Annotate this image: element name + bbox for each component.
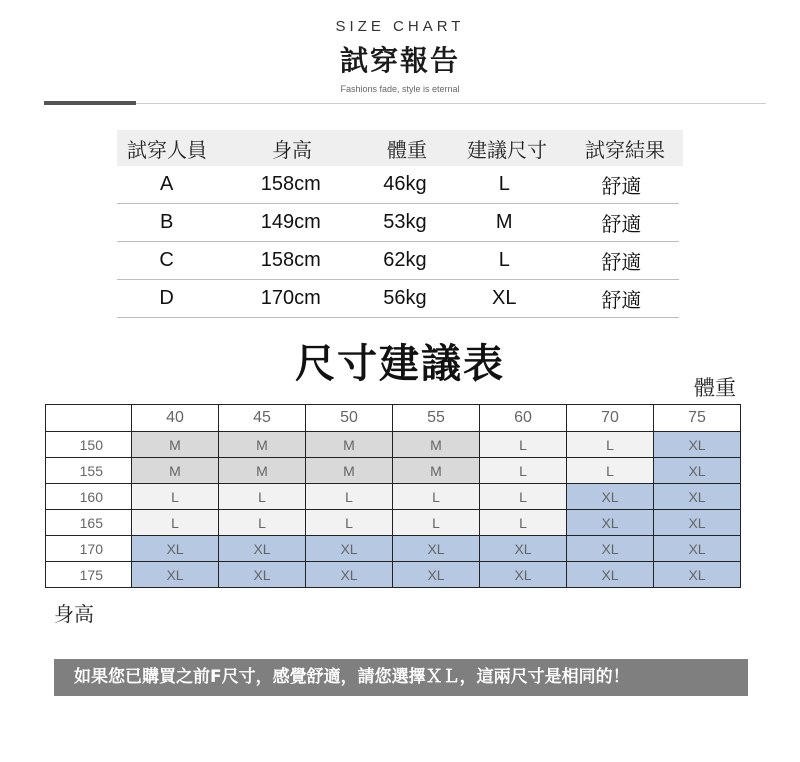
size-cell: L (219, 510, 306, 536)
size-cell: L (480, 510, 567, 536)
report-cell: L (498, 249, 510, 271)
weight-header-cell: 55 (393, 405, 480, 432)
report-cell: 舒適 (601, 212, 642, 236)
page-header (0, 18, 800, 94)
size-chart-eyebrow: SIZE CHART (335, 18, 465, 35)
height-header-cell: 160 (46, 484, 132, 510)
size-cell: L (393, 484, 480, 510)
header-divider (44, 103, 766, 104)
grid-row (46, 536, 741, 562)
report-cell: XL (492, 287, 517, 309)
size-cell: XL (654, 562, 741, 588)
report-row (117, 204, 679, 242)
size-cell: L (132, 484, 219, 510)
weight-header-cell: 50 (306, 405, 393, 432)
report-row (117, 242, 679, 280)
size-cell: XL (654, 432, 741, 458)
size-cell: M (132, 432, 219, 458)
size-cell: XL (480, 562, 567, 588)
weight-header-cell: 40 (132, 405, 219, 432)
report-column-header: 試穿結果 (585, 137, 665, 162)
size-cell: XL (306, 536, 393, 562)
report-cell: A (159, 173, 174, 195)
size-cell: XL (306, 562, 393, 588)
height-header-cell: 170 (46, 536, 132, 562)
size-cell: L (567, 432, 654, 458)
grid-row (46, 484, 741, 510)
report-column-header: 建議尺寸 (467, 137, 547, 162)
size-cell: M (393, 432, 480, 458)
size-cell: L (219, 484, 306, 510)
report-header-row (117, 130, 683, 166)
size-cell: XL (654, 484, 741, 510)
report-cell: 舒適 (601, 288, 642, 312)
height-header-cell: 150 (46, 432, 132, 458)
weight-header-cell: 45 (219, 405, 306, 432)
size-cell: L (306, 510, 393, 536)
report-cell: 149cm (260, 211, 321, 233)
report-cell: 舒適 (601, 250, 642, 274)
weight-header-row (46, 405, 741, 432)
height-header-cell: 165 (46, 510, 132, 536)
report-cell: 158cm (260, 173, 321, 195)
size-cell: M (219, 458, 306, 484)
report-cell: 158cm (260, 249, 321, 271)
size-cell: XL (567, 510, 654, 536)
page-title: 試穿報告 (339, 44, 460, 77)
report-cell: L (498, 173, 510, 195)
size-cell: M (306, 432, 393, 458)
size-cell: XL (393, 562, 480, 588)
report-cell: 53kg (383, 211, 427, 233)
height-axis-label: 身高 (54, 602, 94, 626)
fitting-report-table (117, 130, 683, 318)
size-cell: XL (567, 484, 654, 510)
size-cell: L (393, 510, 480, 536)
size-cell: L (567, 458, 654, 484)
grid-row (46, 432, 741, 458)
size-cell: XL (132, 536, 219, 562)
grid-row (46, 510, 741, 536)
grid-corner-cell (46, 405, 132, 432)
weight-header-cell: 70 (567, 405, 654, 432)
height-header-cell: 155 (46, 458, 132, 484)
report-column-header: 身高 (272, 137, 312, 162)
size-cell: XL (654, 458, 741, 484)
size-cell: L (480, 432, 567, 458)
size-cell: M (219, 432, 306, 458)
size-cell: M (393, 458, 480, 484)
size-note-banner: 如果您已購買之前F尺寸，感覺舒適，請您選擇ＸＬ，這兩尺寸是相同的！ (54, 659, 748, 696)
report-cell: D (159, 287, 174, 309)
tagline: Fashions fade, style is eternal (340, 84, 460, 94)
report-cell: C (159, 249, 174, 271)
size-cell: L (132, 510, 219, 536)
size-cell: XL (567, 562, 654, 588)
report-cell: M (495, 211, 513, 233)
weight-axis-label: 體重 (694, 376, 736, 400)
grid-row (46, 562, 741, 588)
size-cell: XL (567, 536, 654, 562)
header-divider-accent (44, 101, 136, 105)
size-cell: XL (132, 562, 219, 588)
size-cell: M (306, 458, 393, 484)
size-cell: XL (654, 510, 741, 536)
size-cell: XL (654, 536, 741, 562)
size-cell: L (306, 484, 393, 510)
report-cell: 舒適 (601, 174, 642, 198)
weight-header-cell: 75 (654, 405, 741, 432)
report-cell: 56kg (383, 287, 427, 309)
report-column-header: 體重 (387, 137, 427, 162)
report-row (117, 280, 679, 318)
report-cell: 46kg (383, 173, 427, 195)
height-header-cell: 175 (46, 562, 132, 588)
size-cell: L (480, 458, 567, 484)
report-cell: 170cm (260, 287, 321, 309)
size-cell: M (132, 458, 219, 484)
report-column-header: 試穿人員 (127, 137, 207, 162)
report-row (117, 166, 679, 204)
size-cell: XL (219, 536, 306, 562)
size-recommendation-grid (45, 404, 741, 588)
weight-header-cell: 60 (480, 405, 567, 432)
report-cell: 62kg (383, 249, 427, 271)
grid-row (46, 458, 741, 484)
size-chart-title: 尺寸建議表 (295, 341, 505, 387)
size-cell: XL (393, 536, 480, 562)
report-cell: B (159, 211, 174, 233)
size-cell: XL (219, 562, 306, 588)
size-cell: L (480, 484, 567, 510)
size-cell: XL (480, 536, 567, 562)
